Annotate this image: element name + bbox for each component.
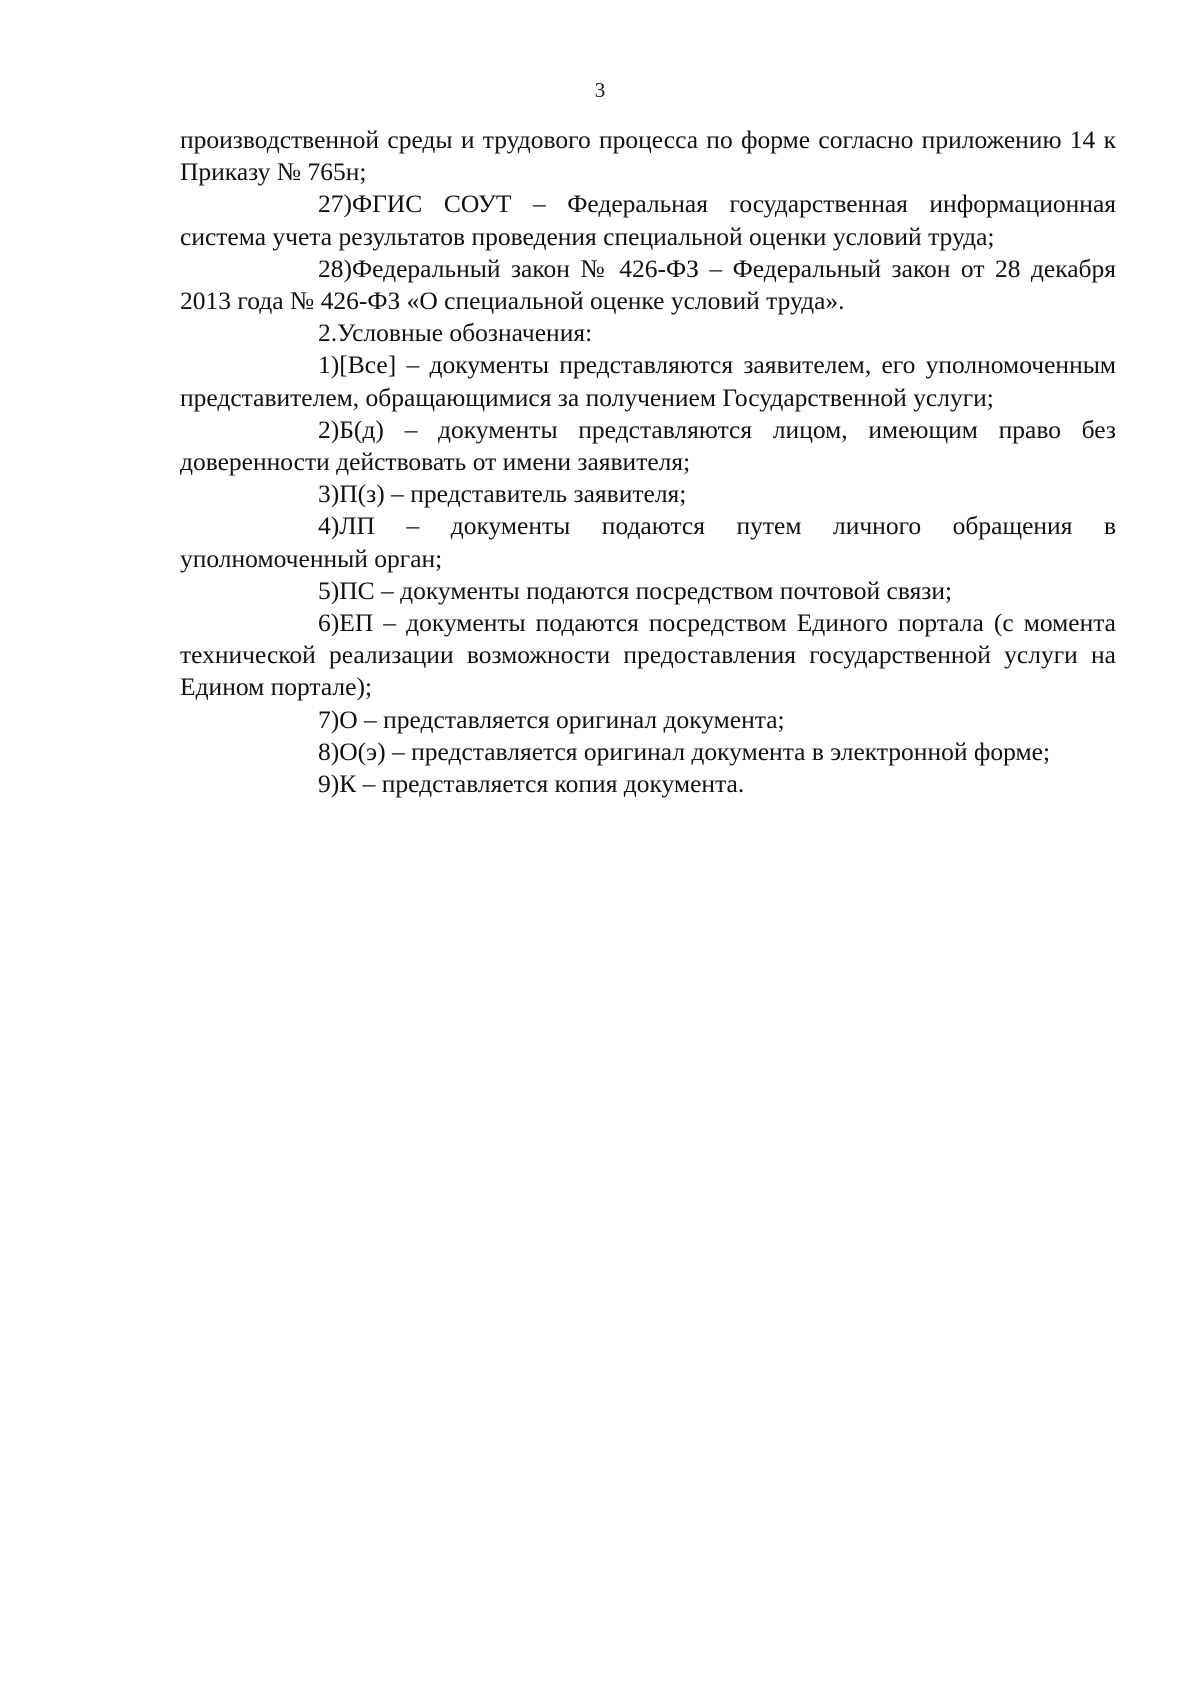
- notation-item-1: [180, 349, 1116, 413]
- notation-item-7: [180, 704, 1116, 736]
- paragraph-text: К – представляется копия документа.: [339, 769, 745, 799]
- item-number: 2.: [318, 318, 338, 348]
- paragraph-text: [Все] – документы представляются заявителем, его уполномоченным представителем, обращающимися за получением Государственной услуги;: [180, 350, 1116, 412]
- item-number: 2): [318, 414, 340, 444]
- item-number: 27): [318, 189, 352, 219]
- paragraph-text: Б(д) – документы представляются лицом, имеющим право без доверенности действовать от имени заявителя;: [180, 414, 1116, 477]
- notation-item-2: [180, 414, 1116, 478]
- notation-item-8: [180, 736, 1116, 768]
- page-number: 3: [594, 78, 606, 102]
- item-number: 5): [318, 575, 340, 605]
- item-number: 4): [318, 511, 340, 541]
- paragraph-text: П(з) – представитель заявителя;: [339, 479, 687, 509]
- paragraph-text: ПС – документы подаются посредством почтовой связи;: [339, 575, 953, 605]
- definition-item-27: [180, 188, 1116, 252]
- item-number: 1): [318, 350, 340, 380]
- paragraph-text: О – представляется оригинал документа;: [339, 704, 785, 734]
- paragraph-text: Условные обозначения:: [337, 318, 593, 348]
- item-number: 8): [318, 736, 340, 766]
- item-number: 7): [318, 704, 340, 734]
- item-number: 28): [318, 253, 352, 283]
- item-number: 6): [318, 608, 340, 638]
- paragraph-text: О(э) – представляется оригинал документа в электронной форме;: [339, 736, 1051, 766]
- notation-item-3: [180, 478, 1116, 510]
- paragraph-text: ЕП – документы подаются посредством Единого портала (с момента технической реализации возможности предоставления государственной услуги на Едином портале);: [180, 608, 1116, 702]
- paragraph-text: производственной среды и трудового процесса по форме согласно приложению 14 к Приказу № 765н;: [180, 125, 1116, 187]
- item-number: 3): [318, 479, 340, 509]
- paragraph-text: ФГИС СОУТ – Федеральная государственная информационная система учета результатов проведения специальной оценки условий труда;: [180, 189, 1116, 251]
- notation-item-4: [180, 510, 1116, 574]
- document-body: [180, 124, 1116, 800]
- definition-item-28: [180, 253, 1116, 317]
- item-number: 9): [318, 769, 340, 799]
- section-heading-2: [180, 317, 1116, 349]
- paragraph-text: ЛП – документы подаются путем личного обращения в уполномоченный орган;: [180, 511, 1116, 573]
- paragraph-text: Федеральный закон № 426-ФЗ – Федеральный закон от 28 декабря 2013 года № 426-ФЗ «О специальной оценке условий труда».: [180, 253, 1116, 316]
- notation-item-5: [180, 575, 1116, 607]
- paragraph-continuation: [180, 124, 1116, 188]
- notation-item-6: [180, 607, 1116, 704]
- notation-item-9: [180, 768, 1116, 800]
